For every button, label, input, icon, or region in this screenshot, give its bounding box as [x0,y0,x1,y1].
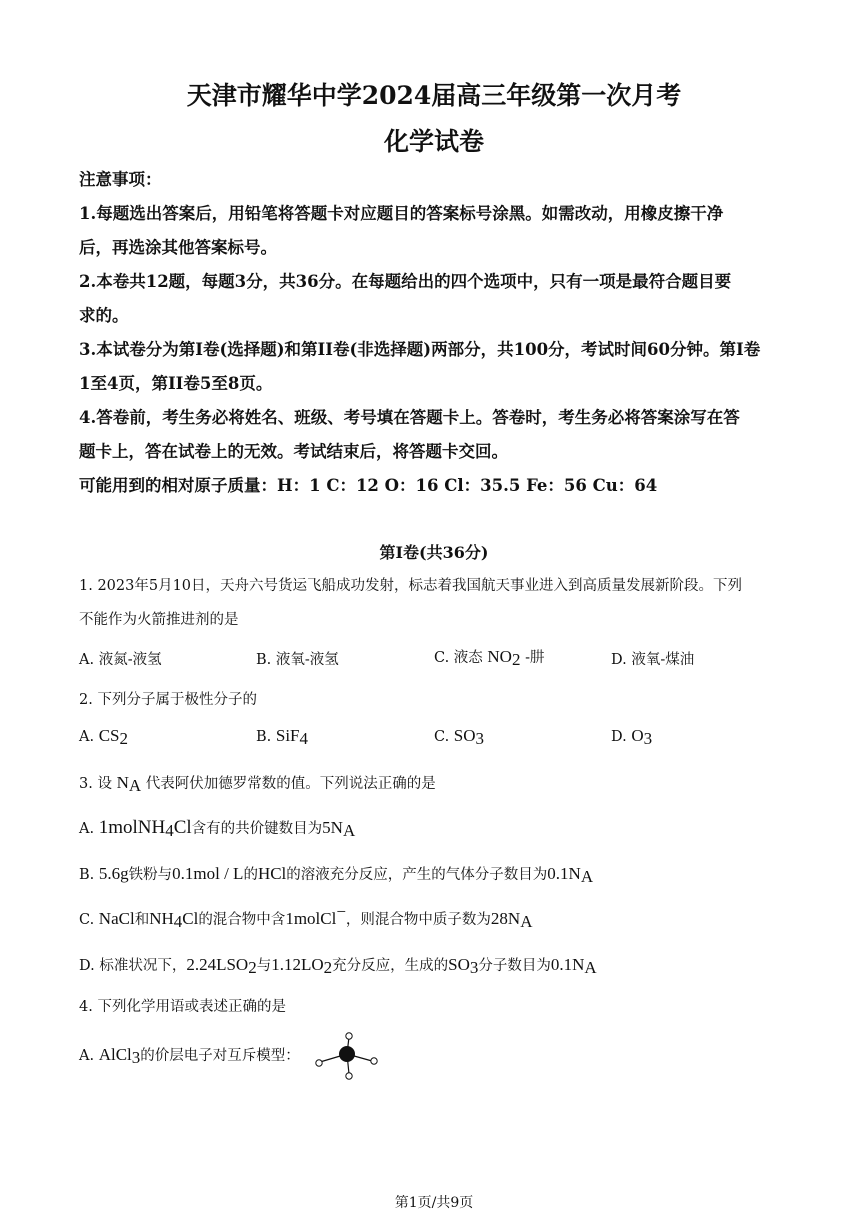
notice-line: 求的。 [79,306,129,325]
q3-option-b: B. 5.6g铁粉与0.1mol / L的HCl的溶液充分反应，产生的气体分子数目为$0.1N_A$ [79,864,594,886]
exam-title: 天津市耀华中学2024届高三年级第一次月考 [186,81,682,110]
notice-line: 4.答卷前，考生务必将姓名、班级、考号填在答题卡上。答卷时，考生务必将答案涂写在答 [79,408,740,427]
q4-option-a: A. AlCl$_3$的价层电子对互斥模型： [79,1045,300,1067]
q2-option-c: C. $SO_3$ [434,726,485,748]
ligand-atom [316,1060,322,1066]
section-title: 第I卷(共36分) [379,543,489,562]
vsepr-model-icon [312,1030,382,1082]
q1-option-c: C. 液态 $NO_2$ -肼 [434,647,545,669]
q1-stem-cont: 不能作为火箭推进剂的是 [79,612,239,628]
q4-stem: 4. 下列化学用语或表述正确的是 [79,999,286,1015]
q3-stem: 3. 设 $N_A$ 代表阿伏加德罗常数的值。下列说法正确的是 [79,773,436,795]
notice-line: 题卡上，答在试卷上的无效。考试结束后，将答题卡交回。 [79,442,508,461]
notice-line: 后，再选涂其他答案标号。 [79,238,277,257]
q3-option-a: A. 1molNH$_4$Cl含有的共价键数目为$5N_A$ [79,817,356,840]
ligand-atom [371,1058,377,1064]
notice-line: 1.每题选出答案后，用铅笔将答题卡对应题目的答案标号涂黑。如需改动，用橡皮擦干净 [79,204,724,223]
notice-heading: 注意事项： [79,170,162,189]
q2-stem: 2. 下列分子属于极性分子的 [79,692,257,708]
q2-option-a: A. $CS_2$ [79,726,128,748]
q1-option-a: A. 液氮-液氢 [79,652,162,668]
q1-option-b: B. 液氧-液氢 [256,652,339,668]
notice-line: 3.本试卷分为第I卷(选择题)和第II卷(非选择题)两部分，共100分，考试时间60分钟。第I卷 [79,340,761,359]
q3-option-d: D. 标准状况下，$2.24LSO_2$与$1.12LO_2$充分反应，生成的$SO_3$分子数目为$0.1N_A$ [79,955,597,977]
central-atom [339,1046,355,1062]
notice-line: 2.本卷共12题，每题3分，共36分。在每题给出的四个选项中，只有一项是最符合题目要 [79,272,732,291]
page-footer: 第1页/共9页 [394,1195,474,1211]
q3-option-c: C. NaCl和$NH_4Cl$的混合物中含1molCl−，则混合物中质子数为$28N_A$ [79,902,533,931]
q1-option-d: D. 液氧-煤油 [611,652,695,668]
ligand-atom [346,1073,352,1079]
atomic-masses-line: 可能用到的相对原子质量：H：1 C：12 O：16 Cl：35.5 Fe：56 Cu：64 [79,476,658,495]
q2-option-b: B. SiF$_4$ [256,726,309,748]
exam-subtitle: 化学试卷 [383,127,484,156]
q1-stem: 1. 2023年5月10日，天舟六号货运飞船成功发射，标志着我国航天事业进入到高质量发展新阶段。下列 [79,578,743,594]
notice-line: 1至4页，第II卷5至8页。 [79,374,273,393]
q2-option-d: D. $O_3$ [611,726,653,748]
ligand-atom [346,1033,352,1039]
